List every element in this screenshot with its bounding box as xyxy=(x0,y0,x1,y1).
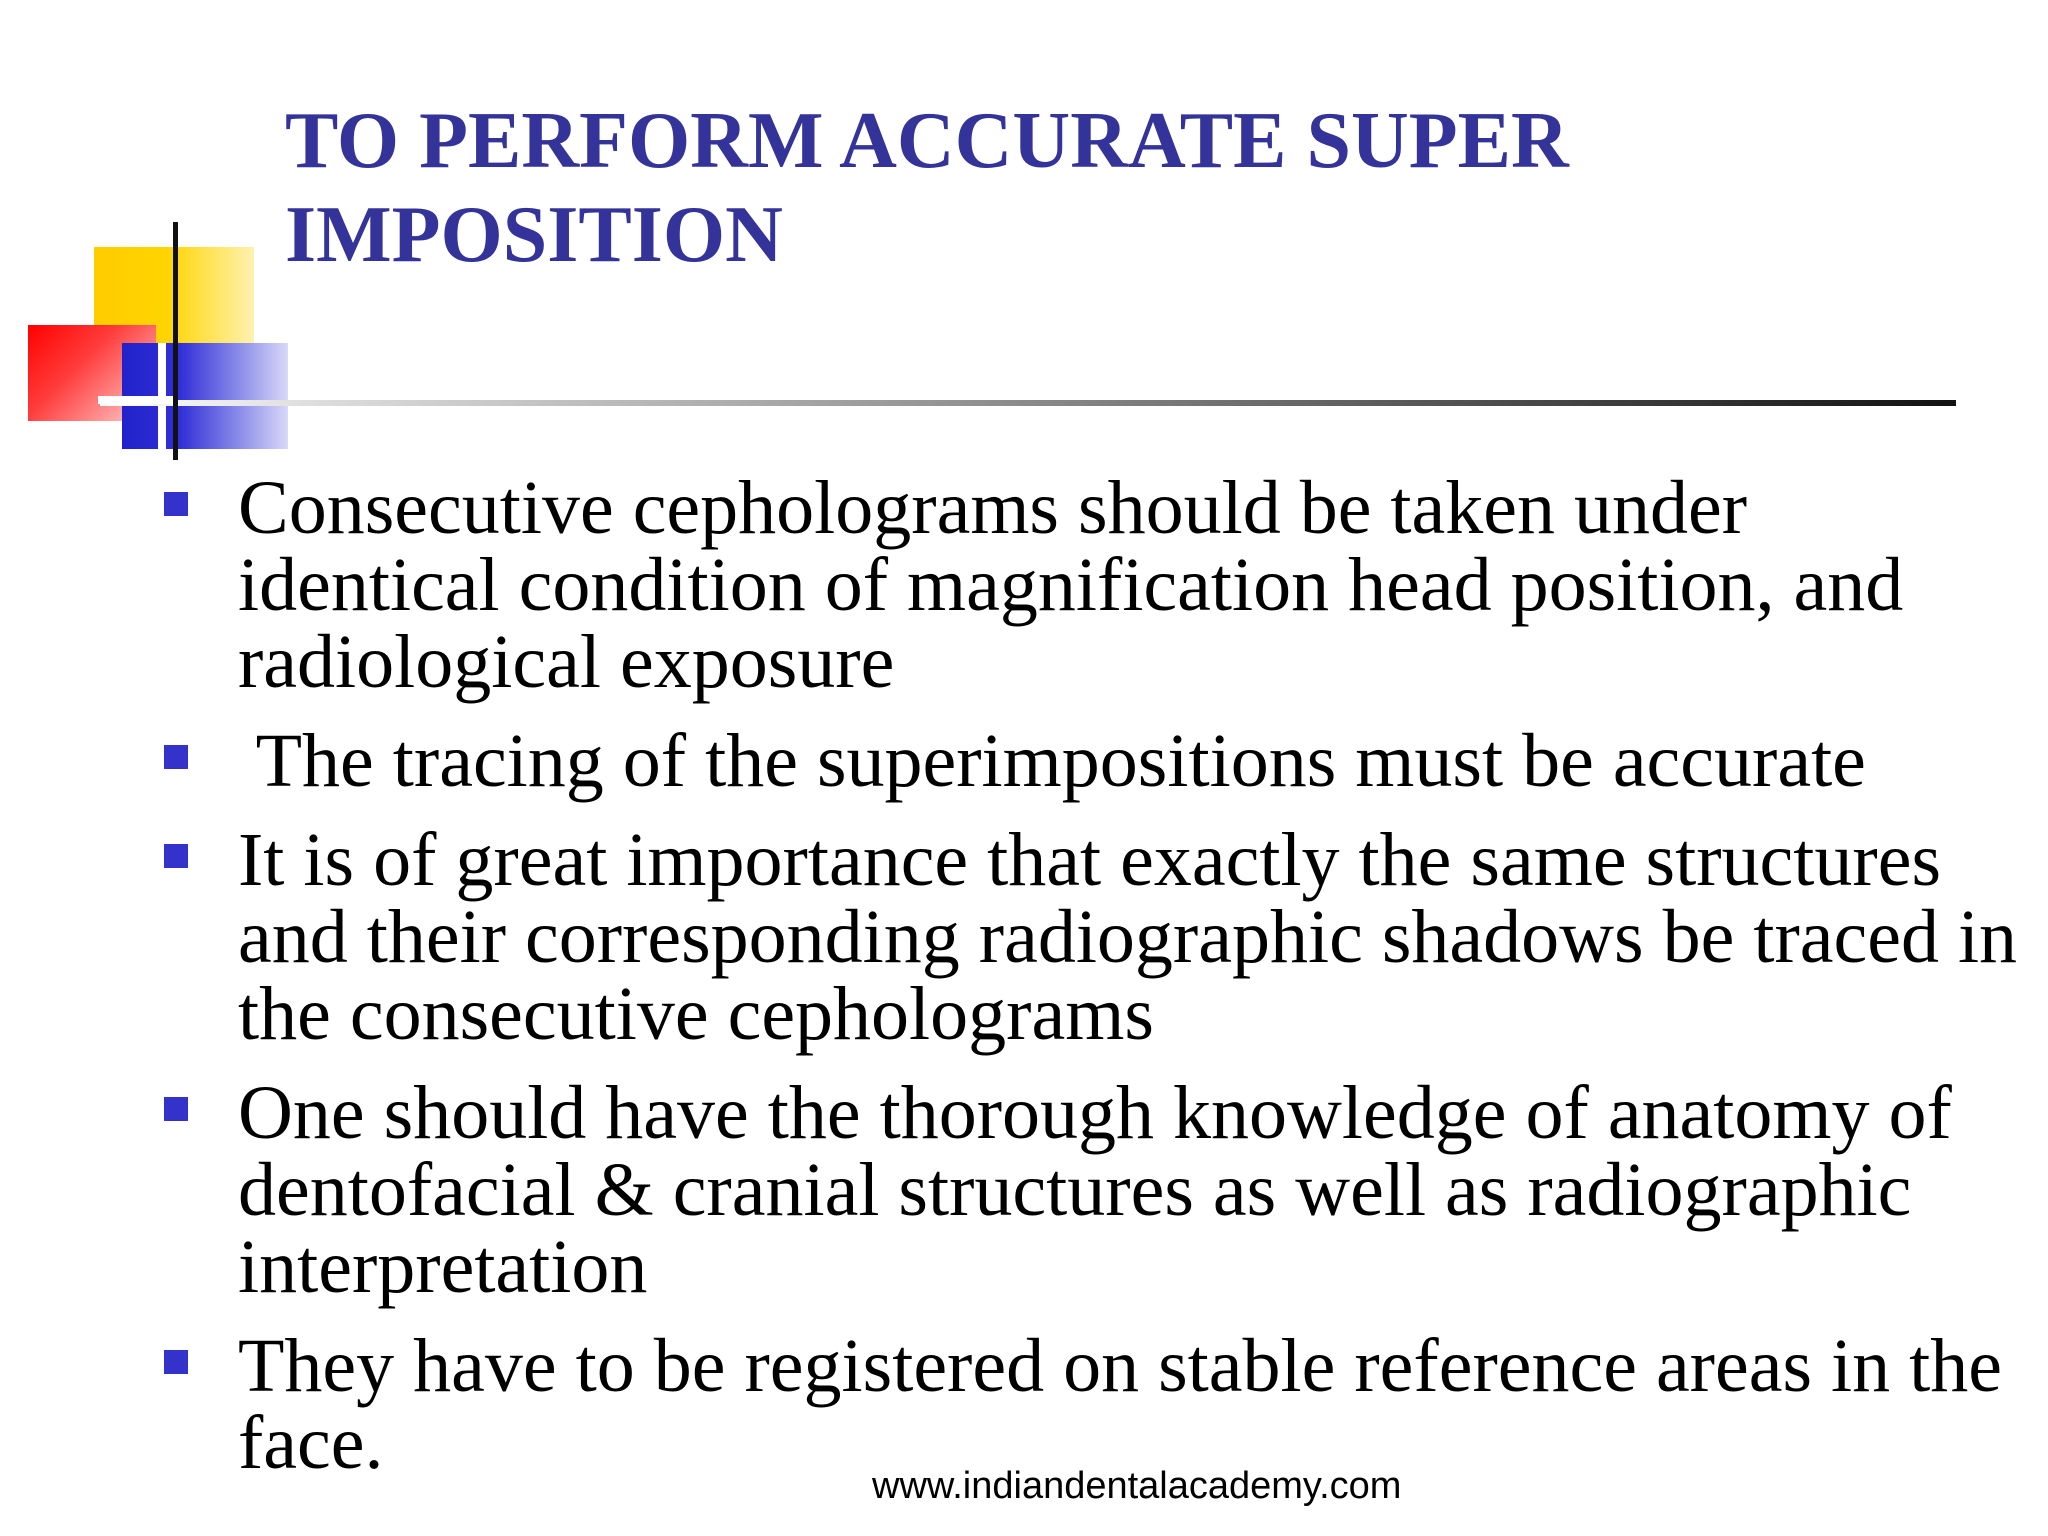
square-bullet-icon xyxy=(164,1350,188,1374)
square-bullet-icon xyxy=(164,492,188,516)
square-bullet-icon xyxy=(164,745,188,769)
footer-website-link[interactable]: www.indiandentalacademy.com xyxy=(872,1465,1402,1507)
bullet-text: One should have the thorough knowledge of anatomy of dentofacial & cranial structures as well as radiographic interpretation xyxy=(238,1071,1952,1309)
bullet-text: Consecutive cepholograms should be taken under identical condition of magnification head position, and radiological exposure xyxy=(238,466,1904,704)
bullet-text: The tracing of the superimpositions must be accurate xyxy=(238,719,1866,803)
logo-white-divider-horizontal xyxy=(98,396,178,404)
logo-vertical-line xyxy=(173,222,178,460)
bullet-item xyxy=(160,1324,2020,1485)
square-bullet-icon xyxy=(164,1097,188,1121)
bullet-text: It is of great importance that exactly the same structures and their corresponding radiographic shadows be traced in the consecutive cepholograms xyxy=(238,818,2018,1056)
title-underline-rule xyxy=(100,400,1956,406)
bullet-item xyxy=(160,1071,2020,1309)
bullet-list xyxy=(160,466,2020,1504)
slide-title: TO PERFORM ACCURATE SUPER IMPOSITION xyxy=(285,97,1569,279)
bullet-item xyxy=(160,466,2020,704)
bullet-item xyxy=(160,719,2020,803)
square-bullet-icon xyxy=(164,844,188,868)
bullet-text: They have to be registered on stable reference areas in the face. xyxy=(238,1324,2002,1485)
bullet-item xyxy=(160,818,2020,1056)
